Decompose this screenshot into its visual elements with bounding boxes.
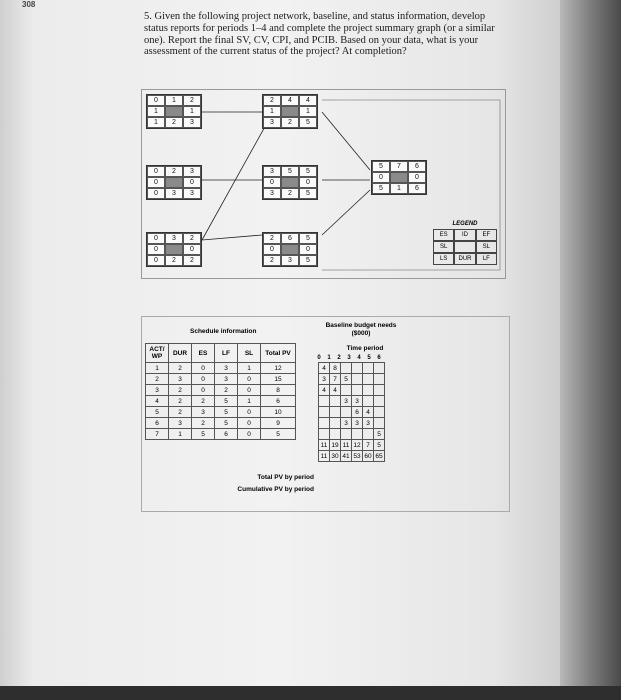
table-row xyxy=(146,374,296,385)
table-cell: 0 xyxy=(192,385,215,396)
table-cell: 1 xyxy=(238,363,261,374)
table-cell xyxy=(319,429,330,440)
table-cell xyxy=(341,363,352,374)
table-row xyxy=(319,374,385,385)
table-cell: 0 xyxy=(238,429,261,440)
period-2: 2 xyxy=(337,355,341,361)
table-row xyxy=(319,429,385,440)
table-cell: 3 xyxy=(215,374,238,385)
node-activity-4 xyxy=(262,94,318,129)
table-cell: 4 xyxy=(363,407,374,418)
node-sl: 0 xyxy=(408,172,426,183)
table-cell: 5 xyxy=(215,407,238,418)
table-cell: 3 xyxy=(319,374,330,385)
table-cell xyxy=(330,418,341,429)
node-sl: 1 xyxy=(263,106,281,117)
node-shade xyxy=(390,172,408,183)
table-row xyxy=(146,385,296,396)
table-row xyxy=(146,418,296,429)
table-cell: 6 xyxy=(215,429,238,440)
node-activity-2 xyxy=(146,165,202,200)
table-cell: 2 xyxy=(169,363,192,374)
table-cell: 1 xyxy=(146,363,169,374)
table-cell: 3 xyxy=(215,363,238,374)
table-cell: 2 xyxy=(169,385,192,396)
node-sl: 0 xyxy=(299,177,317,188)
table-cell: 5 xyxy=(374,440,385,451)
node-activity-7 xyxy=(371,160,427,195)
node-dur: 3 xyxy=(165,188,183,199)
node-activity-3 xyxy=(146,232,202,267)
table-cell xyxy=(319,396,330,407)
node-sl: 0 xyxy=(147,244,165,255)
node-es: 0 xyxy=(147,95,165,106)
table-cell: 2 xyxy=(169,407,192,418)
node-es: 5 xyxy=(372,161,390,172)
node-ef: 6 xyxy=(408,161,426,172)
table-cell xyxy=(352,429,363,440)
table-cell xyxy=(374,418,385,429)
table-cell: 5 xyxy=(374,429,385,440)
legend-id: ID xyxy=(454,229,475,241)
table-cell: 12 xyxy=(353,441,361,449)
table-cell: 11 xyxy=(341,440,352,451)
schedule-table xyxy=(145,343,296,440)
table-row xyxy=(146,407,296,418)
node-ls: 2 xyxy=(263,255,281,266)
node-shade xyxy=(281,177,299,188)
node-ef: 5 xyxy=(299,233,317,244)
question-body: Given the following project network, baseline, and status information, develop status reports for periods 1–4 and complete the project summary graph (or a similar one). Report the final SV, CV, CPI, and PCIB. Based on your data, what is your assessment of the current status of the project? At completion? xyxy=(144,11,495,58)
table-row xyxy=(319,363,385,374)
table-cell: 6 xyxy=(146,418,169,429)
table-cell xyxy=(374,385,385,396)
node-es: 0 xyxy=(147,166,165,177)
period-0: 0 xyxy=(317,355,321,361)
node-id: 2 xyxy=(165,166,183,177)
node-id: 1 xyxy=(165,95,183,106)
node-sl: 0 xyxy=(263,177,281,188)
table-cell: 11 xyxy=(319,440,330,451)
book-spine-shadow xyxy=(560,0,621,700)
table-cell xyxy=(363,396,374,407)
schedule-header-row xyxy=(146,344,296,363)
node-lf: 3 xyxy=(183,117,201,128)
table-cell: 11 xyxy=(319,451,330,462)
node-ef: 2 xyxy=(183,233,201,244)
legend-ls: LS xyxy=(433,253,454,265)
period-1: 1 xyxy=(327,355,331,361)
col-act-wp: ACT/ WP xyxy=(146,344,169,363)
table-cell xyxy=(330,429,341,440)
node-id: 7 xyxy=(390,161,408,172)
network-legend xyxy=(433,221,497,265)
table-row xyxy=(319,407,385,418)
node-sl: 1 xyxy=(299,106,317,117)
node-sl: 0 xyxy=(147,177,165,188)
table-cell: 5 xyxy=(341,374,352,385)
table-cell: 2 xyxy=(192,418,215,429)
question-number: 5. xyxy=(144,11,152,22)
time-period-label: Time period xyxy=(346,345,384,352)
table-cell: 53 xyxy=(353,452,361,460)
col-total-pv: Total PV xyxy=(261,344,296,363)
table-cell: 3 xyxy=(341,418,352,429)
table-cell: 4 xyxy=(146,396,169,407)
arrow-6-7 xyxy=(322,190,370,235)
node-sl: 0 xyxy=(299,244,317,255)
table-cell: 4 xyxy=(319,385,330,396)
legend-title: LEGEND xyxy=(452,221,478,227)
legend-ef: EF xyxy=(476,229,497,241)
table-cell: 1 xyxy=(238,396,261,407)
col-sl: SL xyxy=(238,344,261,363)
node-activity-6 xyxy=(262,232,318,267)
table-cell: 5 xyxy=(215,396,238,407)
table-cell: 7 xyxy=(363,440,374,451)
node-dur: 2 xyxy=(165,255,183,266)
table-cell xyxy=(330,396,341,407)
node-ls: 0 xyxy=(147,255,165,266)
table-cell: 0 xyxy=(238,374,261,385)
node-activity-1 xyxy=(146,94,202,129)
table-row xyxy=(319,385,385,396)
period-6: 6 xyxy=(377,355,381,361)
table-cell: 8 xyxy=(261,385,296,396)
table-cell xyxy=(352,385,363,396)
node-ls: 3 xyxy=(263,188,281,199)
cumulative-pv-row xyxy=(319,451,385,462)
node-ls: 0 xyxy=(147,188,165,199)
table-cell: 7 xyxy=(146,429,169,440)
table-cell: 30 xyxy=(331,452,339,460)
node-shade xyxy=(165,244,183,255)
node-es: 3 xyxy=(263,166,281,177)
table-cell: 3 xyxy=(146,385,169,396)
node-lf: 3 xyxy=(183,188,201,199)
table-cell: 0 xyxy=(238,385,261,396)
period-4: 4 xyxy=(357,355,361,361)
table-cell: 5 xyxy=(215,418,238,429)
node-shade xyxy=(165,106,183,117)
period-5: 5 xyxy=(367,355,371,361)
table-cell: 4 xyxy=(319,363,330,374)
scan-bottom-edge xyxy=(0,686,621,700)
node-lf: 2 xyxy=(183,255,201,266)
node-es: 2 xyxy=(263,233,281,244)
legend-es: ES xyxy=(433,229,454,241)
budget-title: Baseline budget needs ($000) xyxy=(325,322,397,337)
table-cell: 9 xyxy=(261,418,296,429)
table-row xyxy=(146,429,296,440)
node-id: 6 xyxy=(281,233,299,244)
node-lf: 5 xyxy=(299,255,317,266)
table-row xyxy=(319,418,385,429)
col-lf: LF xyxy=(215,344,238,363)
node-id: 3 xyxy=(165,233,183,244)
table-cell: 3 xyxy=(169,374,192,385)
period-3: 3 xyxy=(347,355,351,361)
table-cell: 10 xyxy=(261,407,296,418)
table-row xyxy=(146,363,296,374)
schedule-title: Schedule information xyxy=(190,328,257,335)
table-cell xyxy=(330,407,341,418)
node-ls: 3 xyxy=(263,117,281,128)
table-row xyxy=(319,396,385,407)
node-lf: 5 xyxy=(299,117,317,128)
pv-by-period-label: Total PV by period xyxy=(257,474,314,481)
table-cell: 1 xyxy=(169,429,192,440)
legend-dur: DUR xyxy=(454,253,475,265)
table-cell: 8 xyxy=(330,363,341,374)
legend-lf: LF xyxy=(476,253,497,265)
node-sl: 0 xyxy=(183,177,201,188)
node-dur: 1 xyxy=(390,183,408,194)
table-cell xyxy=(363,429,374,440)
table-cell: 0 xyxy=(238,407,261,418)
table-cell xyxy=(341,429,352,440)
table-cell: 6 xyxy=(352,407,363,418)
table-cell: 5 xyxy=(192,429,215,440)
table-cell: 12 xyxy=(261,363,296,374)
table-cell xyxy=(319,418,330,429)
node-sl: 0 xyxy=(183,244,201,255)
table-cell: 7 xyxy=(330,374,341,385)
table-cell: 65 xyxy=(375,452,383,460)
node-ef: 3 xyxy=(183,166,201,177)
table-cell xyxy=(352,363,363,374)
table-cell: 2 xyxy=(169,396,192,407)
time-period-numbers xyxy=(314,355,384,361)
table-cell: 3 xyxy=(341,396,352,407)
node-id: 4 xyxy=(281,95,299,106)
arrow-4-7 xyxy=(322,112,370,170)
table-cell: 3 xyxy=(352,396,363,407)
node-sl: 1 xyxy=(183,106,201,117)
table-cell xyxy=(363,385,374,396)
node-shade xyxy=(281,106,299,117)
table-cell: 0 xyxy=(192,374,215,385)
table-row xyxy=(146,396,296,407)
node-lf: 6 xyxy=(408,183,426,194)
node-dur: 2 xyxy=(165,117,183,128)
table-cell: 0 xyxy=(238,418,261,429)
node-lf: 5 xyxy=(299,188,317,199)
col-es: ES xyxy=(192,344,215,363)
table-cell: 3 xyxy=(352,418,363,429)
table-cell xyxy=(374,374,385,385)
budget-table xyxy=(318,362,385,462)
node-shade xyxy=(165,177,183,188)
node-ef: 5 xyxy=(299,166,317,177)
table-cell xyxy=(363,363,374,374)
table-cell: 3 xyxy=(169,418,192,429)
node-ls: 5 xyxy=(372,183,390,194)
node-dur: 2 xyxy=(281,117,299,128)
table-cell: 2 xyxy=(215,385,238,396)
table-cell xyxy=(374,363,385,374)
table-cell: 2 xyxy=(192,396,215,407)
legend-blank xyxy=(454,241,475,253)
arrow-3-4 xyxy=(202,123,267,240)
table-cell xyxy=(363,374,374,385)
node-es: 0 xyxy=(147,233,165,244)
node-ls: 1 xyxy=(147,117,165,128)
node-ef: 2 xyxy=(183,95,201,106)
table-cell: 3 xyxy=(363,418,374,429)
arrow-3-6 xyxy=(202,235,262,240)
node-ef: 4 xyxy=(299,95,317,106)
node-sl: 1 xyxy=(147,106,165,117)
table-cell xyxy=(319,407,330,418)
node-dur: 2 xyxy=(281,188,299,199)
table-cell: 41 xyxy=(342,452,350,460)
table-cell: 6 xyxy=(261,396,296,407)
node-sl: 0 xyxy=(372,172,390,183)
legend-sl: SL xyxy=(476,241,497,253)
table-cell: 19 xyxy=(331,441,339,449)
table-cell xyxy=(374,396,385,407)
node-id: 5 xyxy=(281,166,299,177)
table-cell xyxy=(341,407,352,418)
node-sl: 0 xyxy=(263,244,281,255)
node-activity-5 xyxy=(262,165,318,200)
table-cell: 3 xyxy=(192,407,215,418)
table-cell xyxy=(341,385,352,396)
table-cell: 4 xyxy=(330,385,341,396)
table-cell: 60 xyxy=(364,452,372,460)
pv-by-period-row xyxy=(319,440,385,451)
table-cell xyxy=(352,374,363,385)
node-dur: 3 xyxy=(281,255,299,266)
table-cell xyxy=(374,407,385,418)
table-cell: 15 xyxy=(261,374,296,385)
table-cell: 2 xyxy=(146,374,169,385)
col-dur: DUR xyxy=(169,344,192,363)
table-cell: 5 xyxy=(146,407,169,418)
question-text xyxy=(144,11,510,58)
legend-sl: SL xyxy=(433,241,454,253)
table-cell: 0 xyxy=(192,363,215,374)
page-header: 308 xyxy=(22,0,36,9)
table-cell: 5 xyxy=(261,429,296,440)
node-shade xyxy=(281,244,299,255)
cumulative-pv-label: Cumulative PV by period xyxy=(237,486,314,493)
node-es: 2 xyxy=(263,95,281,106)
